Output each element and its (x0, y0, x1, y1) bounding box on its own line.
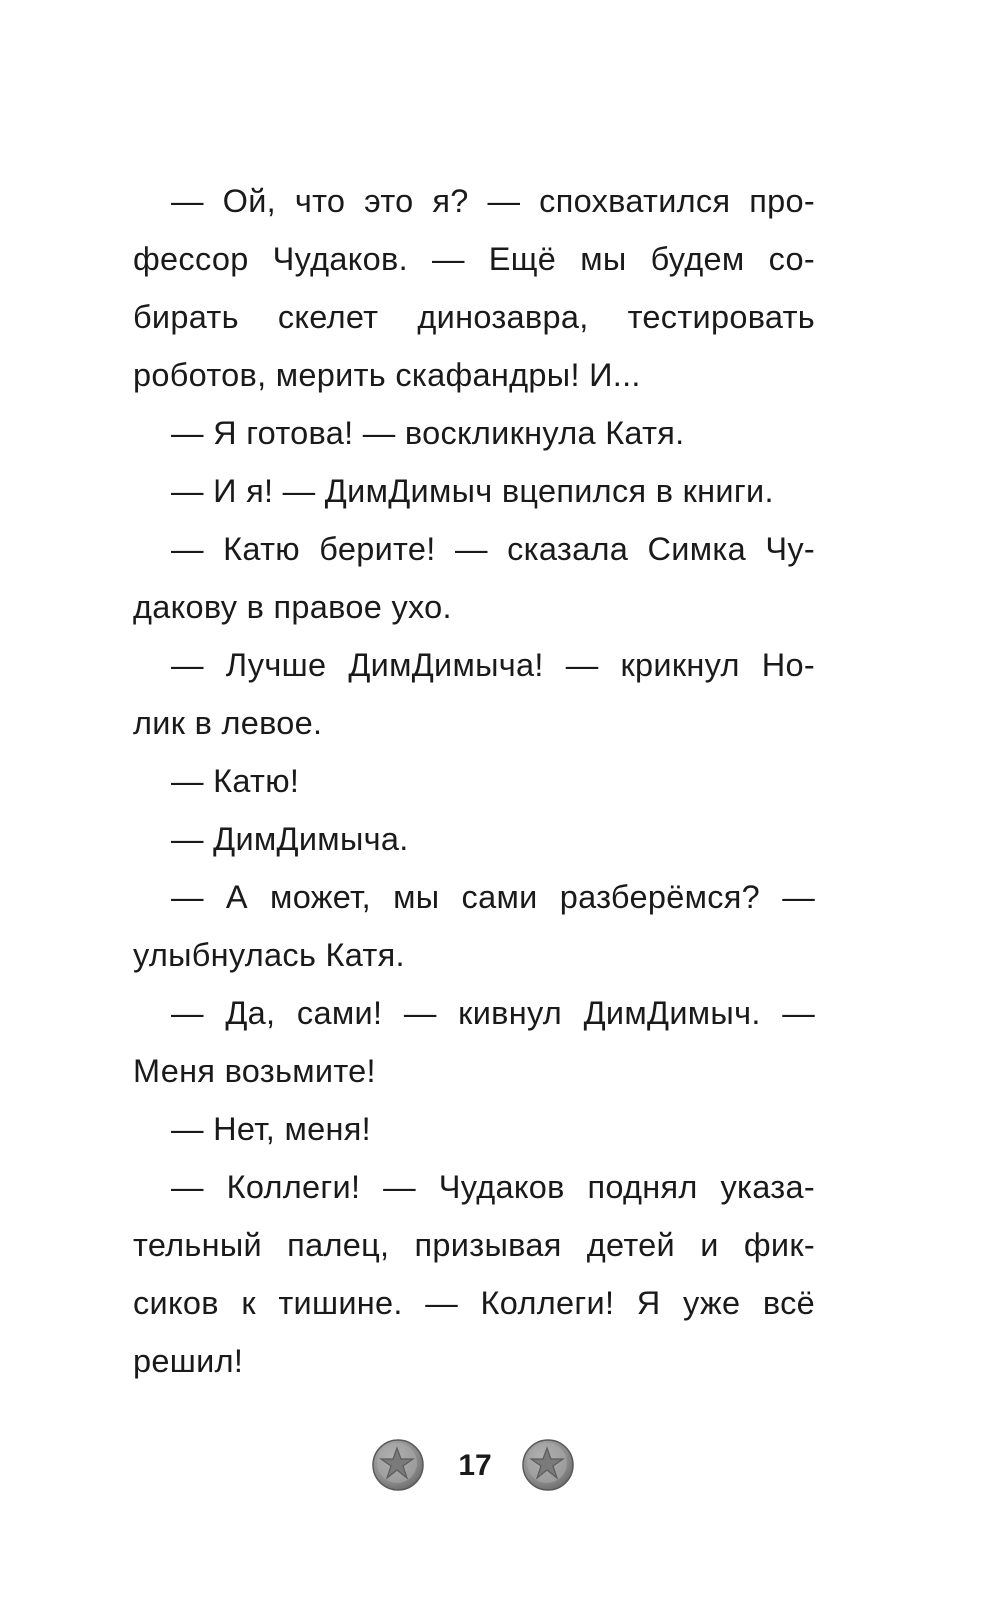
text-line: улыбнулась Катя. (133, 937, 405, 973)
text-line: — Да, сами! — кивнул ДимДимыч. — (171, 995, 815, 1031)
star-badge-icon (371, 1438, 425, 1492)
text-line: — Я готова! — воскликнула Катя. (171, 415, 685, 451)
body-text (133, 172, 815, 1390)
text-line: решил! (133, 1343, 244, 1379)
text-line: сиков к тишине. — Коллеги! Я уже всё (133, 1285, 815, 1321)
text-line: роботов, мерить скафандры! И... (133, 357, 641, 393)
star-badge-icon (521, 1438, 575, 1492)
text-line: — Лучше ДимДимыча! — крикнул Но- (171, 647, 815, 683)
text-line: — И я! — ДимДимыч вцепился в книги. (171, 473, 774, 509)
text-line: — Катю берите! — сказала Симка Чу- (171, 531, 815, 567)
text-line: лик в левое. (133, 705, 323, 741)
page-number: 17 (458, 1449, 492, 1482)
text-line: — Катю! (171, 763, 300, 799)
text-line: дакову в правое ухо. (133, 589, 452, 625)
text-line: бирать скелет динозавра, тестировать (133, 299, 815, 335)
text-line: — Нет, меня! (171, 1111, 371, 1147)
text-line: — ДимДимыча. (171, 821, 409, 857)
text-line: — Ой, что это я? — спохватился про- (171, 183, 815, 219)
text-line: тельный палец, призывая детей и фик- (133, 1227, 815, 1263)
text-line: — Коллеги! — Чудаков поднял указа- (171, 1169, 815, 1205)
page-footer (0, 1434, 1000, 1498)
text-line: фессор Чудаков. — Ещё мы будем со- (133, 241, 815, 277)
text-line: Меня возьмите! (133, 1053, 376, 1089)
text-line: — А может, мы сами разберёмся? — (171, 879, 815, 915)
